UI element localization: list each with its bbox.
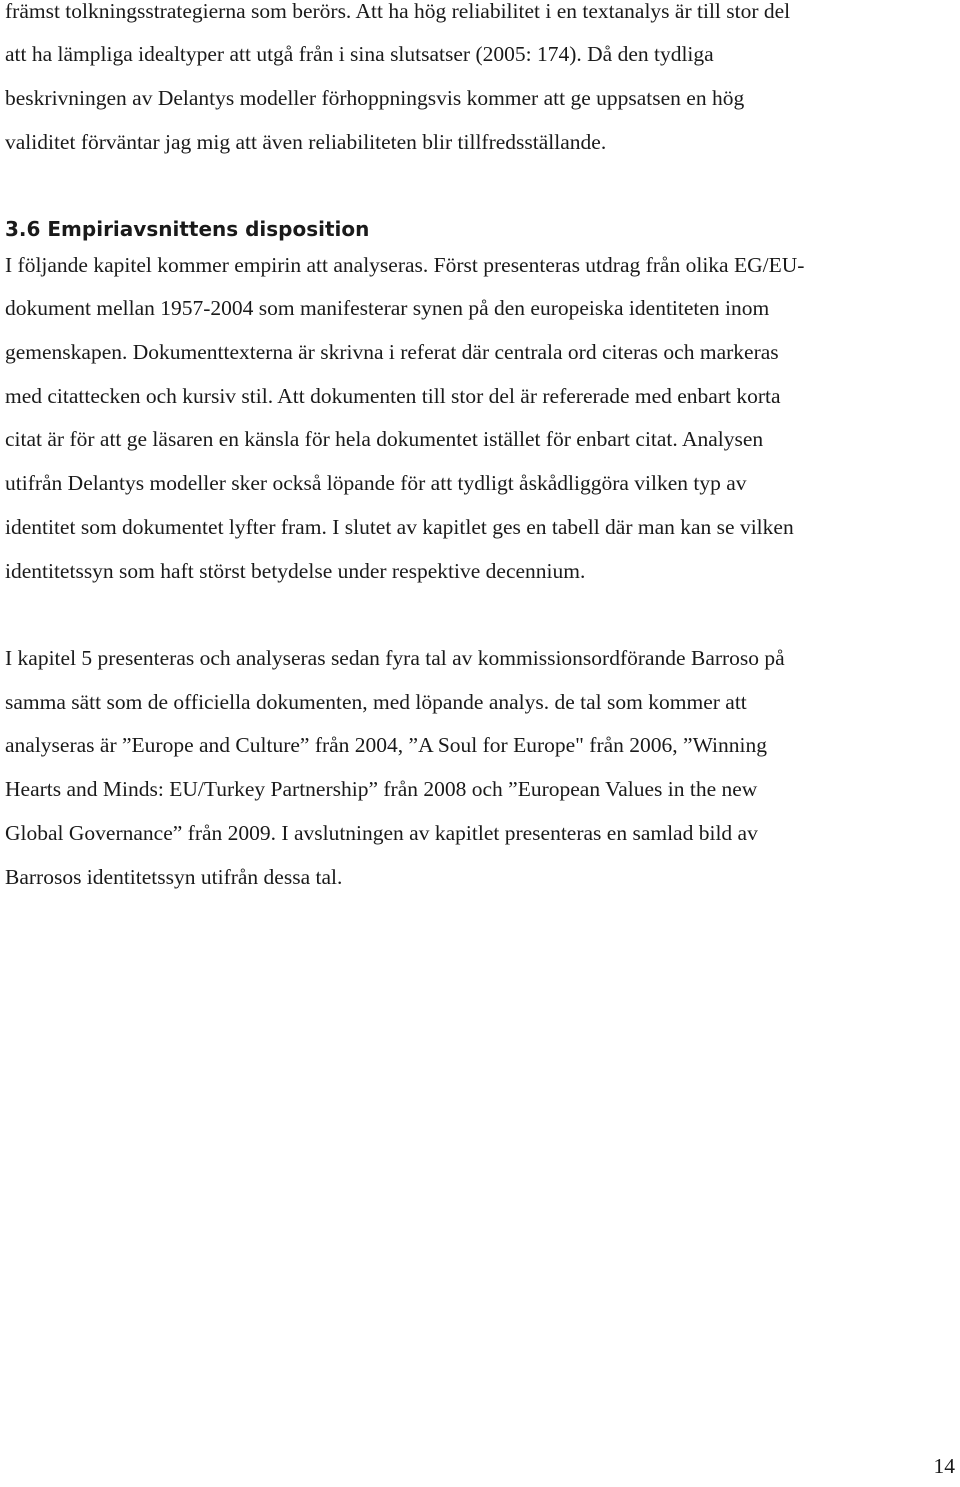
chapter5-line: Hearts and Minds: EU/Turkey Partnership” från 2008 och ”European Values in the new	[5, 777, 758, 801]
section-line: citat är för att ge läsaren en känsla för hela dokumentet istället för enbart citat. Analysen	[5, 427, 764, 451]
section-line: identitetssyn som haft störst betydelse under respektive decennium.	[5, 559, 586, 583]
intro-line: validitet förväntar jag mig att även reliabiliteten blir tillfredsställande.	[5, 130, 607, 154]
chapter5-line: Global Governance” från 2009. I avslutningen av kapitlet presenteras en samlad bild av	[5, 821, 758, 845]
section-line: med citattecken och kursiv stil. Att dokumenten till stor del är refererade med enbart korta	[5, 384, 781, 408]
intro-line: främst tolkningsstrategierna som berörs. Att ha hög reliabilitet i en textanalys är till stor del	[5, 0, 791, 23]
section-line: identitet som dokumentet lyfter fram. I slutet av kapitlet ges en tabell där man kan se vilken	[5, 515, 794, 539]
chapter5-line: Barrosos identitetssyn utifrån dessa tal.	[5, 865, 343, 889]
chapter5-line: samma sätt som de officiella dokumenten, med löpande analys. de tal som kommer att	[5, 690, 747, 714]
section-line: I följande kapitel kommer empirin att analyseras. Först presenteras utdrag från olika EG/EU-	[5, 253, 805, 277]
chapter5-line: I kapitel 5 presenteras och analyseras sedan fyra tal av kommissionsordförande Barroso på	[5, 646, 785, 670]
section-line: gemenskapen. Dokumenttexterna är skrivna i referat där centrala ord citeras och markeras	[5, 340, 779, 364]
intro-line: att ha lämpliga idealtyper att utgå från i sina slutsatser (2005: 174). Då den tydliga	[5, 42, 714, 66]
chapter5-line: analyseras är ”Europe and Culture” från 2004, ”A Soul for Europe" från 2006, ”Winning	[5, 733, 767, 757]
section-heading: 3.6 Empiriavsnittens disposition	[5, 217, 370, 241]
section-line: utifrån Delantys modeller sker också löpande för att tydligt åskådliggöra vilken typ av	[5, 471, 747, 495]
intro-line: beskrivningen av Delantys modeller förhoppningsvis kommer att ge uppsatsen en hög	[5, 86, 745, 110]
section-line: dokument mellan 1957-2004 som manifesterar synen på den europeiska identiteten inom	[5, 296, 770, 320]
page-number: 14	[933, 1454, 955, 1478]
